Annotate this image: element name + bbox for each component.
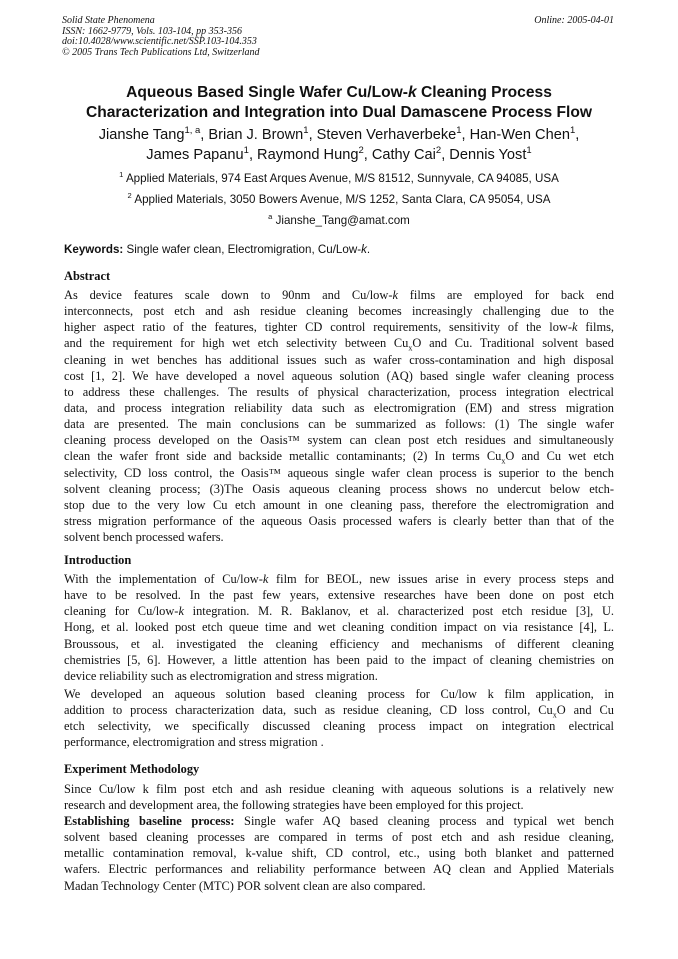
introduction-paragraph-2: We developed an aqueous solution based cleaning process for Cu/low k film application, in addition to process characterization data, such as residue cleaning, CD loss control, $Cu_xO$ and Cu etch selectivity, we specifically discussed cleaning process impact on integration electrical performance, electromigration and stress migration . <box>64 687 614 750</box>
title-line-1: Aqueous Based Single Wafer Cu/Low-k Cleaning Process <box>126 84 552 101</box>
author-line-1: Jianshe Tang$^{1, a}$, Brian J. Brown$^1$, Steven Verhaverbeke$^1$, Han-Wen Chen$^1$, <box>98 125 580 143</box>
methodology-heading: Experiment Methodology <box>64 762 200 776</box>
keywords-label: Keywords: <box>64 243 124 256</box>
abstract-body: As device features scale down to 90nm and Cu/low-k films are employed for back end interconnects, post etch and ash residue cleaning becomes increasingly challenging due to the higher aspect ratio of the features, tighter CD control requirements, sensitivity of the low-k films, and the requirement for high wet etch selectivity between $Cu_xO$ and Cu. Traditional solvent based cleaning in wet benches has additional issues such as wafer cross-contamination and high disposal cost [1, 2]. We have developed a novel aqueous solution (AQ) based single wafer cleaning process to address these challenges. The results of physical characterization, process integration electrical data, and process integration reliability data such as electromigration (EM) and stress migration data are presented. The main conclusions can be summarized as follows: (1) The single wafer cleaning process developed on the Oasis™ system can clean post etch residues and simultaneously clean the wafer front side and backside metallic contaminants; (2) In terms $Cu_xO$ and Cu wet etch selectivity, CD loss control, the Oasis™ aqueous single wafer clean process is superior to the bench solvent cleaning process; (3)The Oasis aqueous cleaning process shows no undercut below etch- stop due to the very low Cu etch amount in one cleaning pass, therefore the electromigration and stress migration performance of the aqueous Oasis processed wafers is clearly better than that of the solvent bench processed wafers. <box>64 288 615 545</box>
introduction-paragraph-1: With the implementation of Cu/low-k film for BEOL, new issues arise in every process steps and have to be resolved. In the past few years, extensive researches have been done on post etch cleaning for Cu/low-k integration. M. R. Baklanov, et al. characterized post etch residue [3], U. Hong, et al. looked post etch queue time and wet cleaning condition impact on via resistance [4], L. Broussous, et al. investigated the cleaning efficiency and mechanisms of different cleaning chemistries [5, 6]. However, a little attention has been paid to the impact of cleaning chemistries on device reliability such as electromigration and stress migration. <box>64 572 615 683</box>
affiliation-1: $^1$ Applied Materials, 974 East Arques Avenue, M/S 81512, Sunnyvale, CA 94085, USA <box>119 170 559 185</box>
doi-line: doi:10.4028/www.scientific.net/SSP.103-104.353 <box>62 36 257 47</box>
journal-name: Solid State Phenomena <box>62 15 155 26</box>
methodology-paragraph-2: Establishing baseline process: Single wafer AQ based cleaning process and typical wet bench solvent based cleaning processes are compared in terms of post etch and ash residue cleaning, metallic contamination removal, k-value shift, CD control, etc., using both blanket and patterned wafers. Electric performances and reliability performance between AQ clean and Applied Materials Madan Technology Center (MTC) POR solvent clean are also compared. <box>64 814 614 893</box>
online-date: Online: 2005-04-01 <box>534 15 614 26</box>
contact-email: $^a$ Jianshe_Tang@amat.com <box>268 212 410 227</box>
introduction-heading: Introduction <box>64 553 132 567</box>
author-list <box>30 125 648 165</box>
baseline-process-label: Establishing baseline process: <box>64 814 235 828</box>
copyright-line: © 2005 Trans Tech Publications Ltd, Switzerland <box>62 46 260 58</box>
methodology-paragraph-1: Since Cu/low k film post etch and ash residue cleaning with aqueous solutions is a relatively new research and development area, the following strategies have been employed for this project. <box>64 782 614 813</box>
keywords: Keywords: Single wafer clean, Electromigration, Cu/Low-k. <box>64 243 371 256</box>
online-date-header <box>534 16 614 27</box>
issn-line: ISSN: 1662-9779, Vols. 103-104, pp 353-356 <box>62 25 242 37</box>
paper-title <box>40 83 638 123</box>
journal-header <box>62 16 260 58</box>
abstract-heading: Abstract <box>64 269 111 283</box>
title-line-2: Characterization and Integration into Dual Damascene Process Flow <box>85 104 593 121</box>
affiliation-2: $^2$ Applied Materials, 3050 Bowers Avenue, M/S 1252, Santa Clara, CA 95054, USA <box>127 191 551 206</box>
author-line-2: James Papanu$^1$, Raymond Hung$^2$, Cathy Cai$^2$, Dennis Yost$^1$ <box>146 145 532 163</box>
